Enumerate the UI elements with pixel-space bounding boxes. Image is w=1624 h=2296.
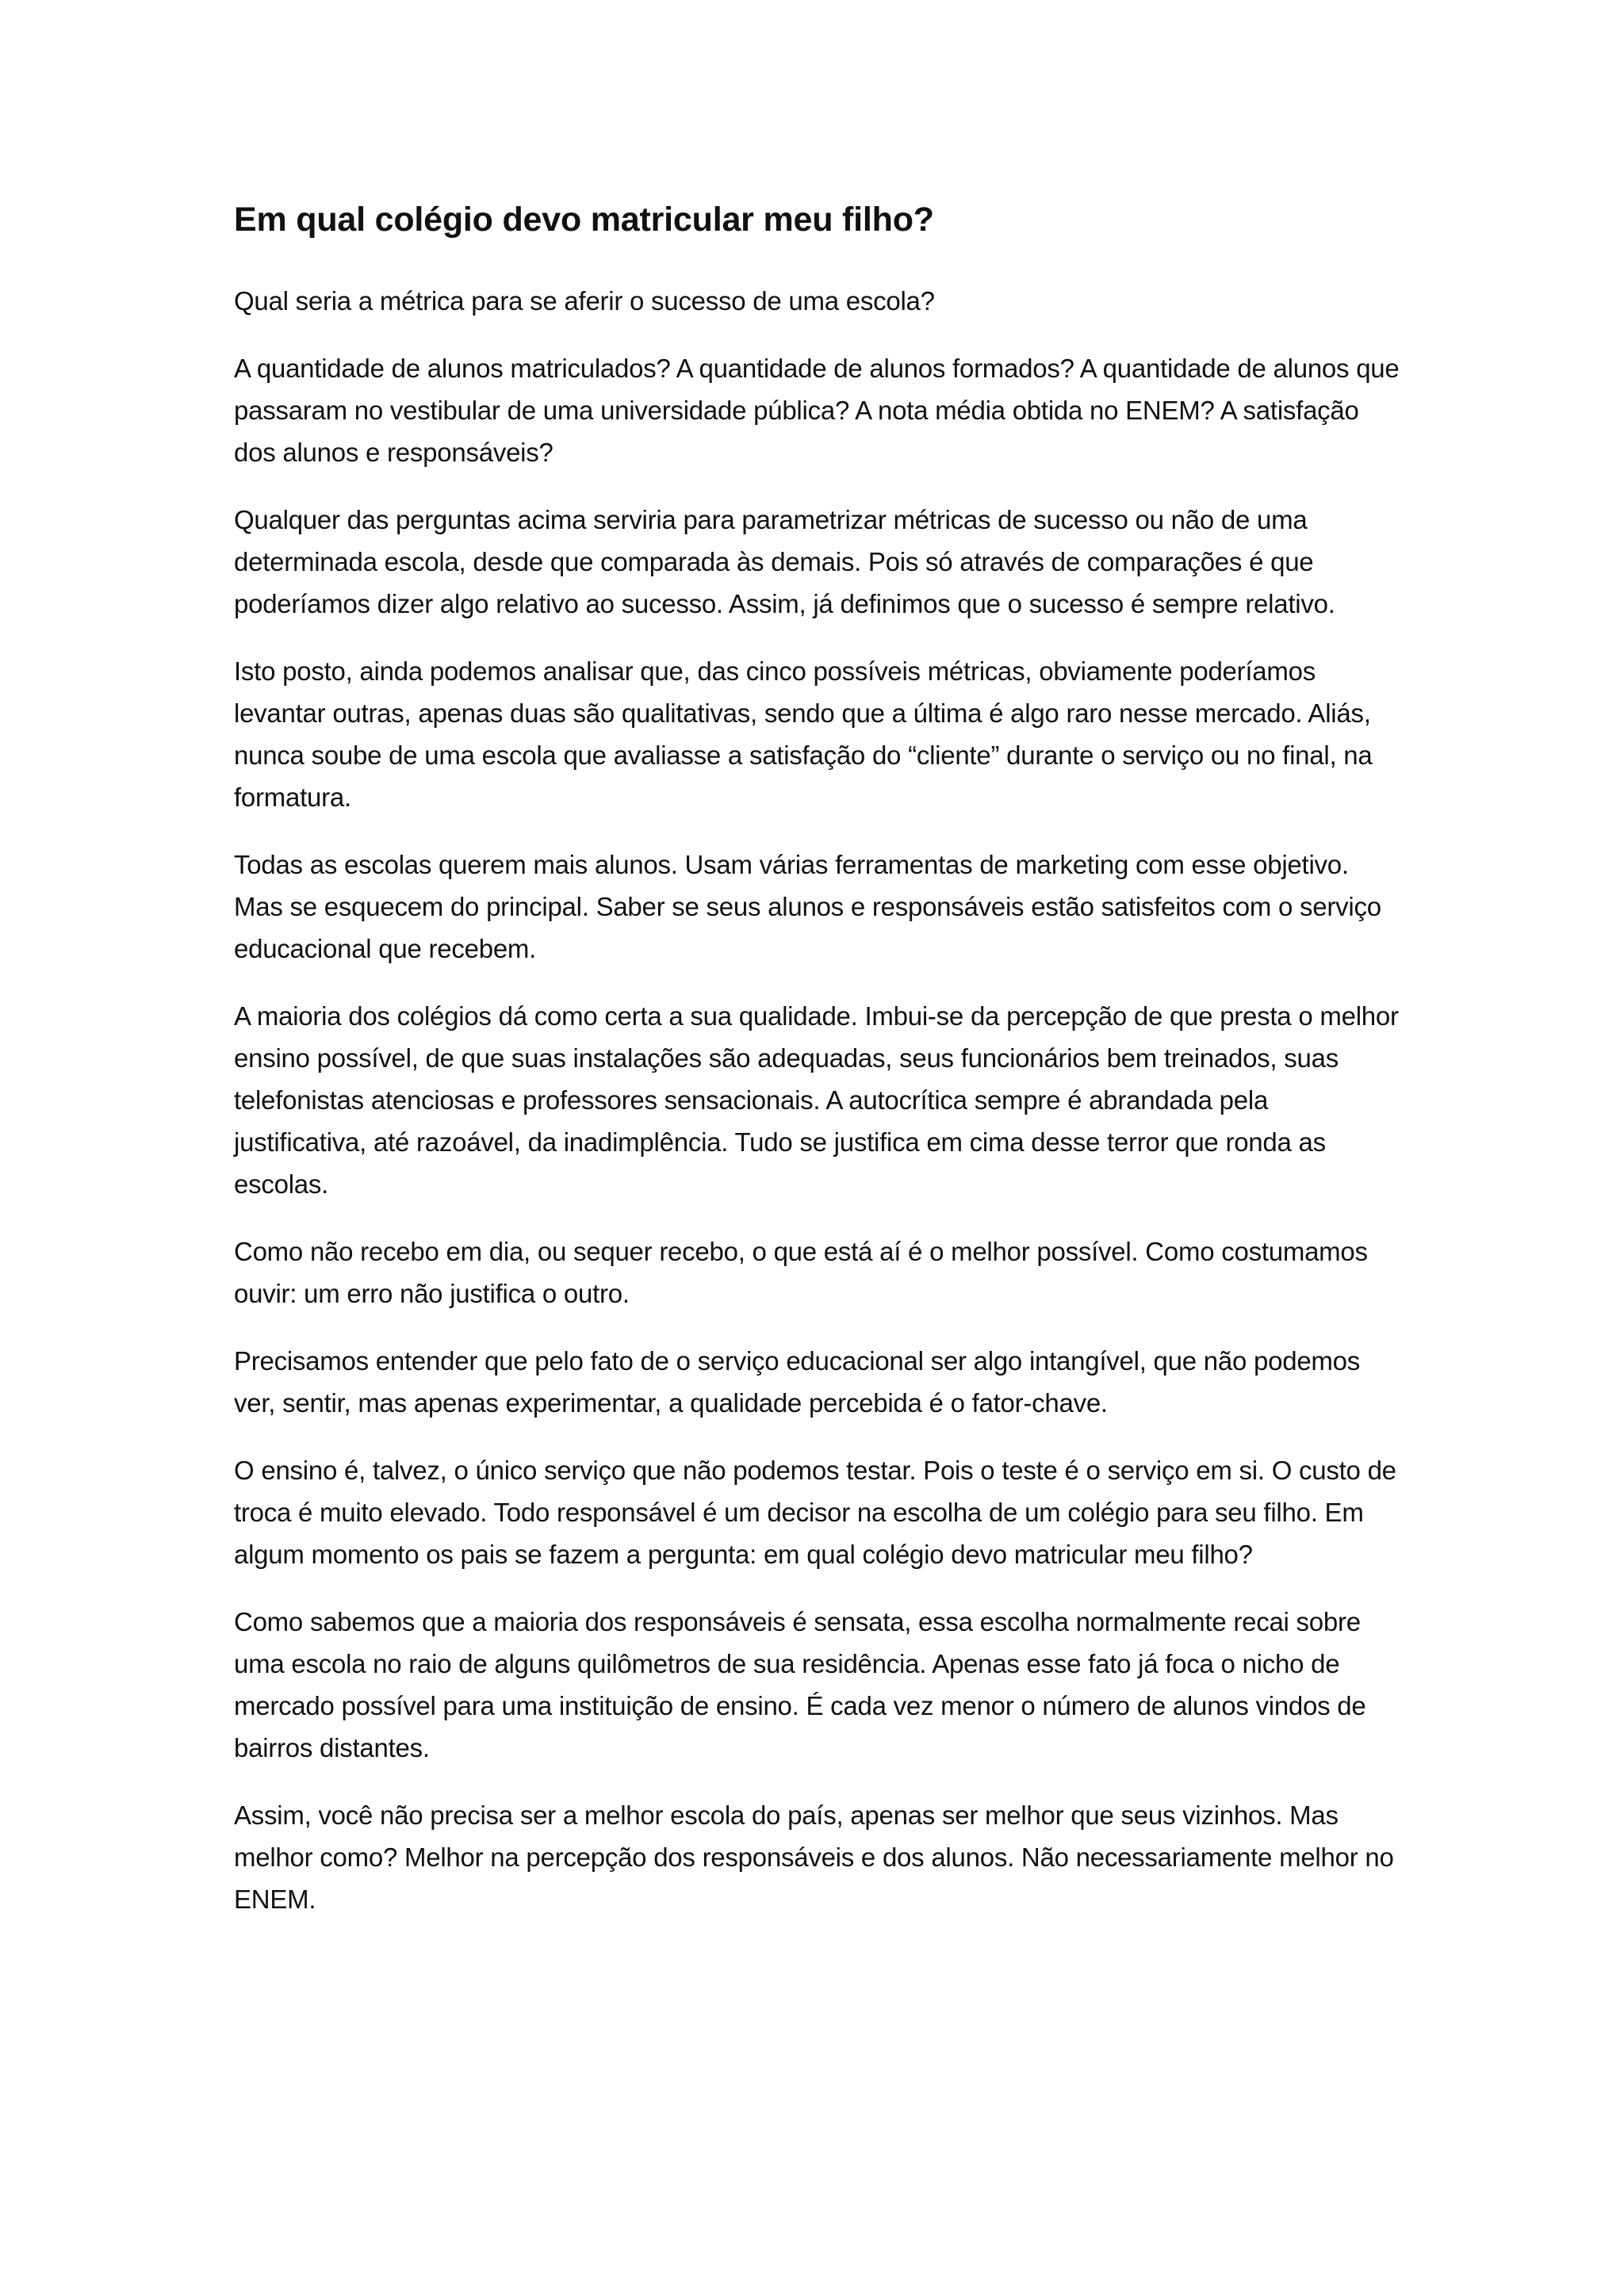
paragraph-5: Todas as escolas querem mais alunos. Usam várias ferramentas de marketing com esse objetivo. Mas se esquecem do principal. Saber se seus alunos e responsáveis estão satisfeitos com o serviço educacional que recebem. — [234, 850, 1381, 963]
paragraph-10: Como sabemos que a maioria dos responsáveis é sensata, essa escolha normalmente recai sobre uma escola no raio de alguns quilômetros de sua residência. Apenas esse fato já foca o nicho de mercado possível para uma instituição de ensino. É cada vez menor o número de alunos vindos de bairros distantes. — [234, 1607, 1366, 1762]
paragraph-3: Qualquer das perguntas acima serviria para parametrizar métricas de sucesso ou não de uma determinada escola, desde que comparada às demais. Pois só através de comparações é que poderíamos dizer algo relativo ao sucesso. Assim, já definimos que o sucesso é sempre relativo. — [234, 505, 1335, 618]
paragraph-7: Como não recebo em dia, ou sequer recebo, o que está aí é o melhor possível. Como costumamos ouvir: um erro não justifica o outro. — [234, 1237, 1368, 1308]
paragraph-1: Qual seria a métrica para se aferir o sucesso de uma escola? — [234, 286, 935, 316]
paragraph-11: Assim, você não precisa ser a melhor escola do país, apenas ser melhor que seus vizinhos. Mas melhor como? Melhor na percepção dos responsáveis e dos alunos. Não necessariamente melhor no ENEM. — [234, 1800, 1394, 1914]
document-body — [234, 193, 1400, 1946]
document-title: Em qual colégio devo matricular meu filho? — [234, 201, 934, 239]
paragraph-4: Isto posto, ainda podemos analisar que, das cinco possíveis métricas, obviamente poderíamos levantar outras, apenas duas são qualitativas, sendo que a última é algo raro nesse mercado. Aliás, nunca soube de uma escola que avaliasse a satisfação do “cliente” durante o serviço ou no final, na formatura. — [234, 656, 1373, 812]
paragraph-9: O ensino é, talvez, o único serviço que não podemos testar. Pois o teste é o serviço em si. O custo de troca é muito elevado. Todo responsável é um decisor na escolha de um colégio para seu filho. Em algum momento os pais se fazem a pergunta: em qual colégio devo matricular meu filho? — [234, 1456, 1396, 1569]
paragraph-8: Precisamos entender que pelo fato de o serviço educacional ser algo intangível, que não podemos ver, sentir, mas apenas experimentar, a qualidade percebida é o fator-chave. — [234, 1346, 1361, 1418]
paragraph-6: A maioria dos colégios dá como certa a sua qualidade. Imbui-se da percepção de que presta o melhor ensino possível, de que suas instalações são adequadas, seus funcionários bem treinados, suas telefonistas atenciosas e professores sensacionais. A autocrítica sempre é abrandada pela justificativa, até razoável, da inadimplência. Tudo se justifica em cima desse terror que ronda as escolas. — [234, 1001, 1399, 1199]
paragraph-2: A quantidade de alunos matriculados? A quantidade de alunos formados? A quantidade de alunos que passaram no vestibular de uma universidade pública? A nota média obtida no ENEM? A satisfação dos alunos e responsáveis? — [234, 354, 1400, 467]
